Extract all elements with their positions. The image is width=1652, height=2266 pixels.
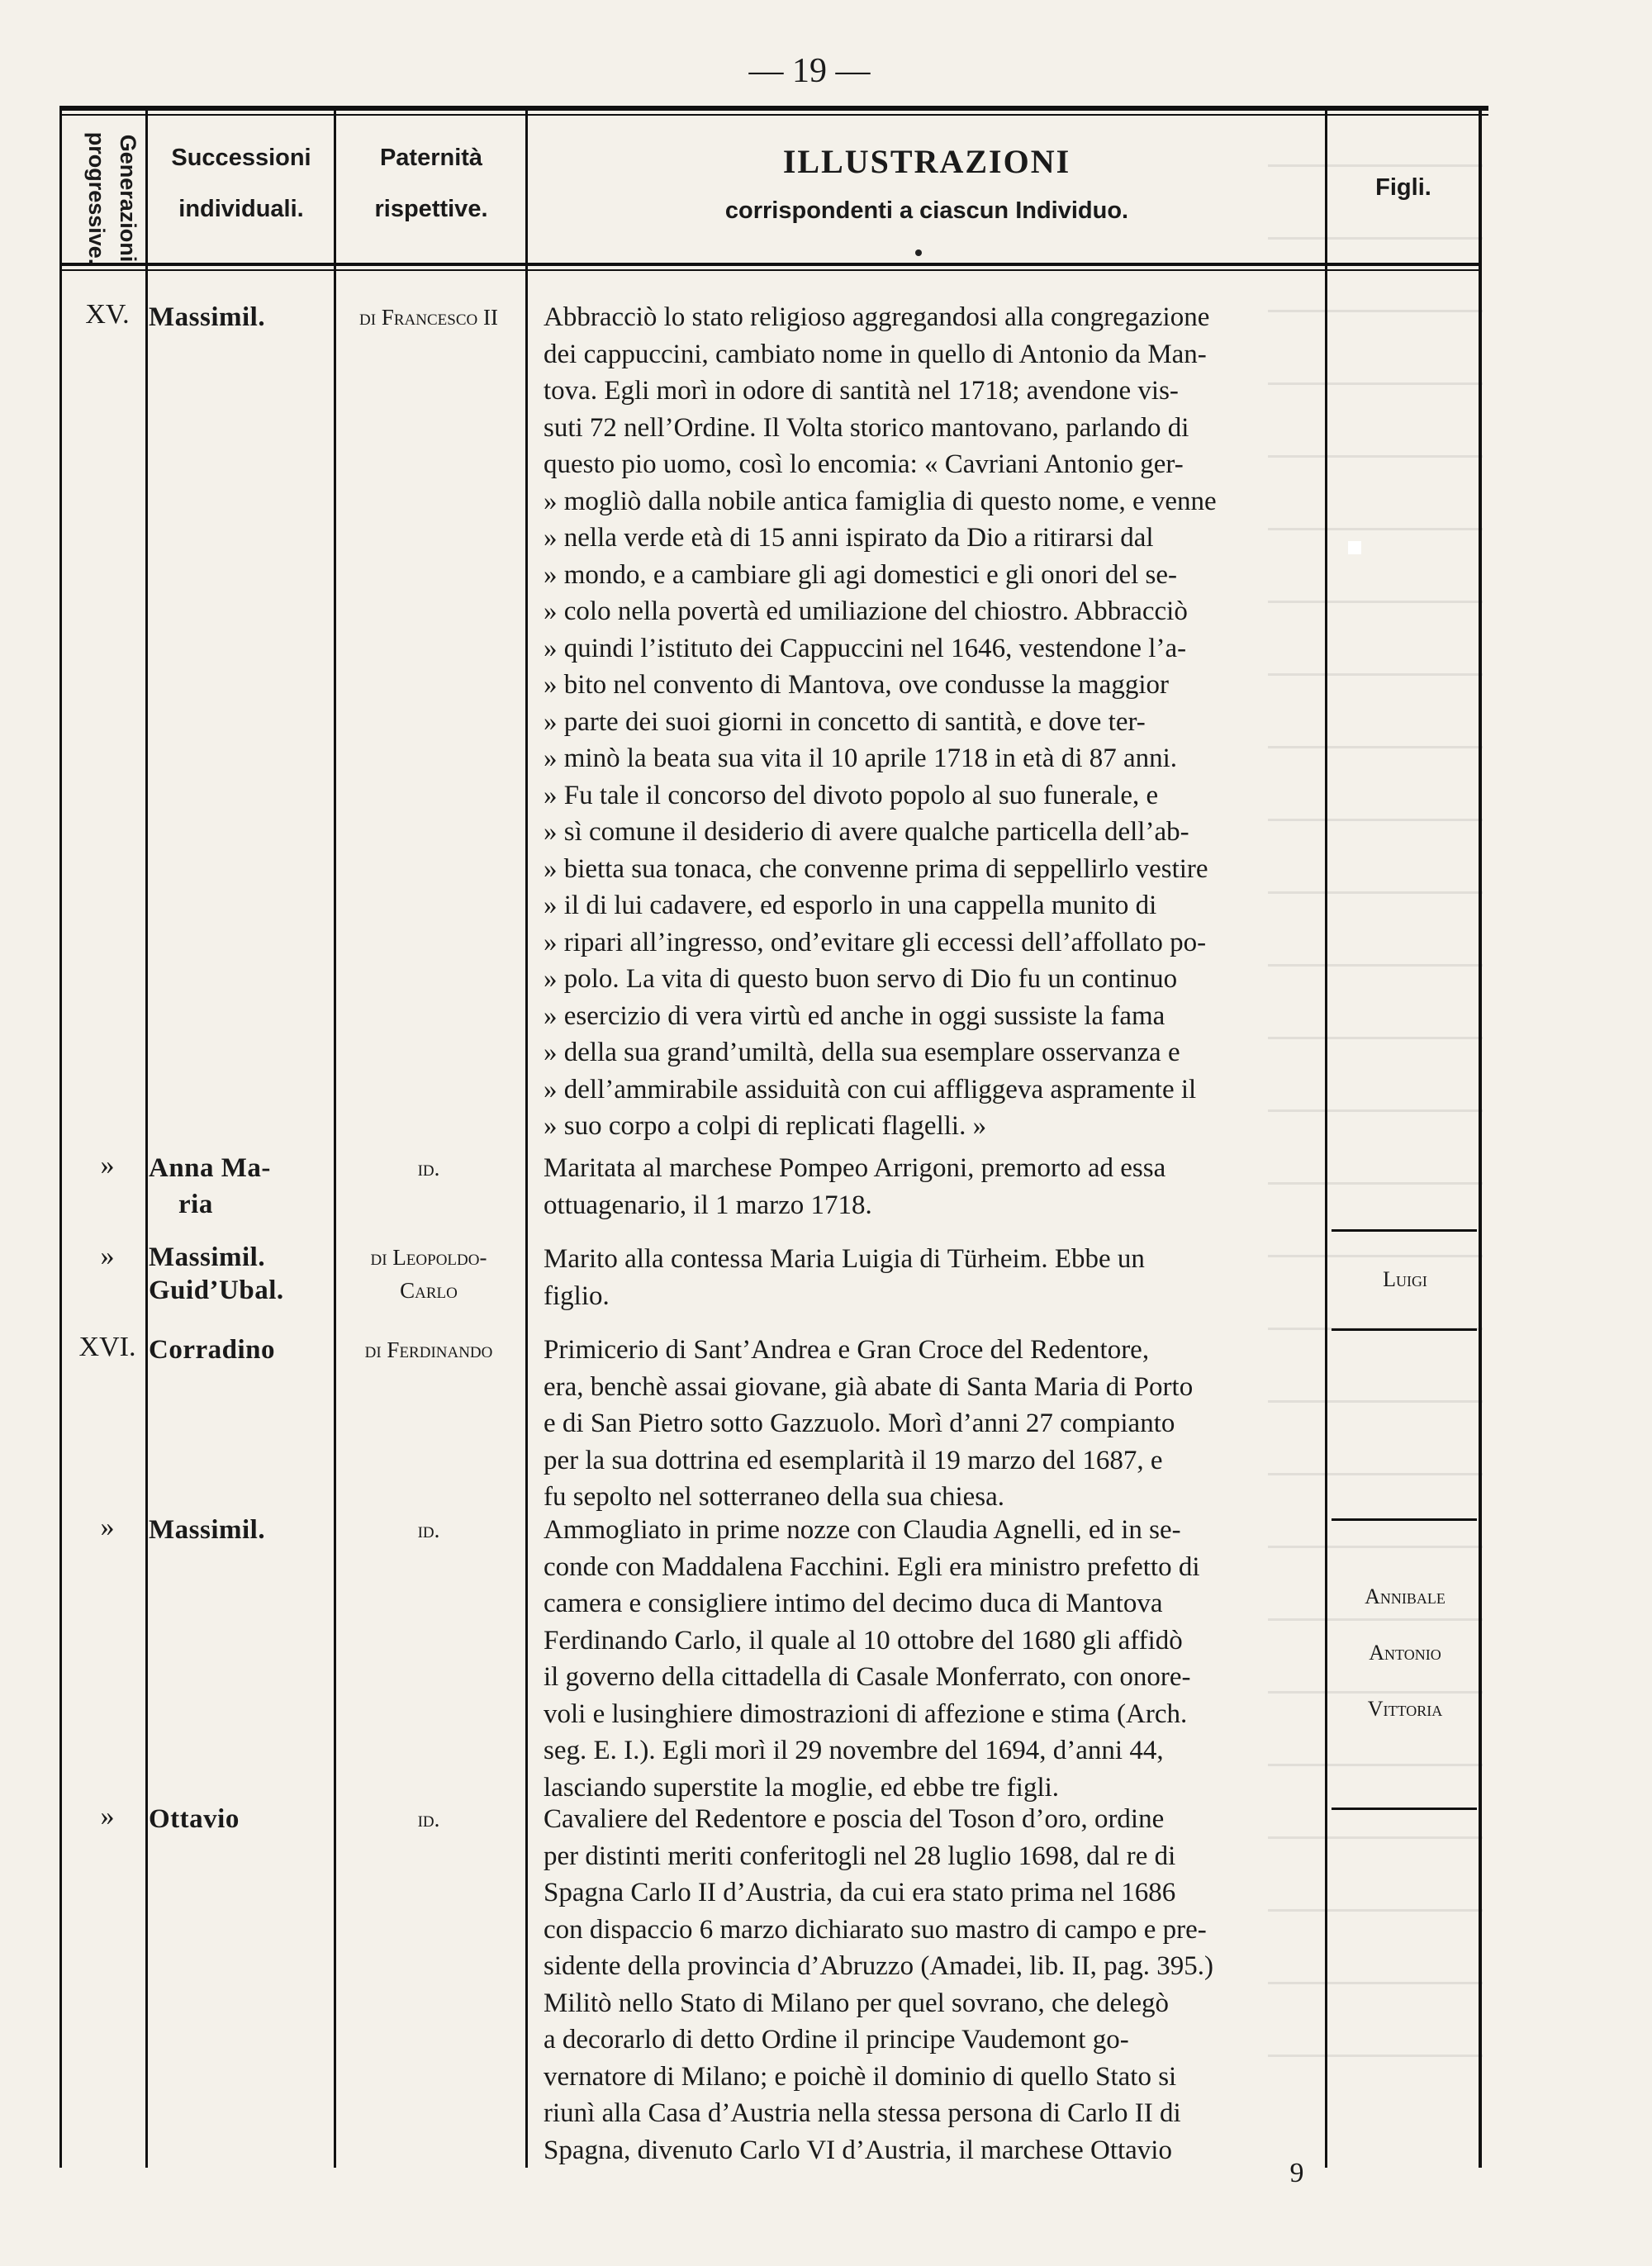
text-line: » nella verde età di 15 anni ispirato da Dio a ritirarsi dal xyxy=(544,523,1154,553)
text-line: Spagna Carlo II d’Austria, da cui era stato prima nel 1686 xyxy=(544,1878,1176,1907)
entry-paternity-line: di Ferdinando xyxy=(364,1337,493,1362)
text-line: » mogliò dalla nobile antica famiglia di questo nome, e venne xyxy=(544,486,1217,516)
col-line-5 xyxy=(1479,111,1482,2168)
entry-generation: » xyxy=(100,1512,115,1542)
entry-name-line: Guid’Ubal. xyxy=(149,1276,284,1305)
text-line: Abbracciò lo stato religioso aggregandosi alla congregazione xyxy=(544,302,1210,332)
figli-rule xyxy=(1332,1518,1477,1521)
entry-paternity-line: di Leopoldo- xyxy=(370,1245,487,1270)
header-illustrazioni xyxy=(529,139,1325,236)
text-line: Marito alla contessa Maria Luigia di Türheim. Ebbe un xyxy=(544,1244,1145,1274)
entry-name xyxy=(149,1241,339,1307)
entry-paternity-line: id. xyxy=(417,1807,440,1831)
figli-rule xyxy=(1332,1808,1477,1810)
entry-illustration xyxy=(544,1801,1308,2169)
col-line-1 xyxy=(145,111,148,2168)
text-line: per distinti meriti conferitogli nel 28 luglio 1698, dal re di xyxy=(544,1841,1176,1871)
header-figli: Figli. xyxy=(1375,174,1431,201)
text-line: a decorarlo di detto Ordine il principe Vaudemont go- xyxy=(544,2025,1129,2055)
col-line-3 xyxy=(525,111,528,2168)
entry-paternity-line: id. xyxy=(417,1156,440,1181)
entry-name-line: Massimil. xyxy=(149,1515,266,1545)
paper-speck xyxy=(1348,541,1361,554)
entry-generation: » xyxy=(100,1801,115,1831)
figlio-annibale: Annibale xyxy=(1365,1584,1446,1608)
text-line: vernatore di Milano; e poichè il dominio di quello Stato si xyxy=(544,2061,1177,2092)
entry-name xyxy=(149,1512,339,1548)
text-line: Spagna, divenuto Carlo VI d’Austria, il marchese Ottavio xyxy=(544,2135,1172,2165)
header-rule xyxy=(59,263,1479,266)
signature-mark: 9 xyxy=(1289,2158,1304,2188)
header-successioni xyxy=(149,132,334,235)
text-line: sidente della provincia d’Abruzzo (Amadei, lib. II, pag. 395.) xyxy=(544,1951,1213,1981)
text-line: » Fu tale il concorso del divoto popolo al suo funerale, e xyxy=(544,780,1159,810)
entry-paternity xyxy=(334,1150,524,1186)
text-line: camera e consigliere intimo del decimo duca di Mantova xyxy=(544,1589,1163,1618)
text-line: » sì comune il desiderio di avere qualche particella dell’ab- xyxy=(544,817,1189,847)
text-line: suti 72 nell’Ordine. Il Volta storico mantovano, parlando di xyxy=(544,412,1189,443)
text-line: » quindi l’istituto dei Cappuccini nel 1646, vestendone l’a- xyxy=(544,633,1187,663)
text-line: Militò nello Stato di Milano per quel sovrano, che delegò xyxy=(544,1988,1170,2018)
text-line: era, benchè assai giovane, già abate di Santa Maria di Porto xyxy=(544,1371,1194,1402)
text-line: con dispaccio 6 marzo dichiarato suo mastro di campo e pre- xyxy=(544,1914,1207,1945)
top-rule-thin xyxy=(59,114,1488,116)
figlio-antonio: Antonio xyxy=(1369,1641,1441,1665)
text-line: e di San Pietro sotto Gazzuolo. Morì d’anni 27 compianto xyxy=(544,1409,1175,1438)
entry-paternity-line: Carlo xyxy=(400,1278,458,1303)
text-line: Cavaliere del Redentore e poscia del Toson d’oro, ordine xyxy=(544,1804,1165,1834)
header-paternita xyxy=(337,132,525,235)
entry-illustration xyxy=(544,299,1308,1145)
entry-paternity-line: id. xyxy=(417,1518,440,1542)
text-line: questo pio uomo, così lo encomia: « Cavriani Antonio ger- xyxy=(544,449,1184,479)
text-line: Maritata al marchese Pompeo Arrigoni, premorto ad essa xyxy=(544,1153,1166,1183)
entry-illustration xyxy=(544,1150,1308,1223)
figli-rule xyxy=(1332,1328,1477,1331)
text-line: ottuagenario, il 1 marzo 1718. xyxy=(544,1190,872,1220)
header-paternita-line1: Paternità xyxy=(379,145,483,171)
entry-illustration xyxy=(544,1332,1308,1516)
entry-paternity xyxy=(334,299,524,335)
text-line: » dell’ammirabile assiduità con cui affliggeva aspramente il xyxy=(544,1074,1197,1104)
text-line: » parte dei suoi giorni in concetto di santità, e dove ter- xyxy=(544,706,1146,737)
text-line: per la sua dottrina ed esemplarità il 19 marzo del 1687, e xyxy=(544,1445,1163,1475)
text-line: conde con Maddalena Facchini. Egli era ministro prefetto di xyxy=(544,1551,1200,1582)
entry-name-line: Corradino xyxy=(149,1335,275,1365)
entry-name-line: Anna Ma- xyxy=(149,1153,271,1183)
text-line: » il di lui cadavere, ed esporlo in una cappella munito di xyxy=(544,891,1157,920)
text-line: » mondo, e a cambiare gli agi domestici e gli onori del se- xyxy=(544,559,1178,590)
figlio-vittoria: Vittoria xyxy=(1367,1697,1443,1721)
entry-name xyxy=(149,1801,339,1837)
ink-dot xyxy=(915,249,922,256)
col-line-2 xyxy=(334,111,336,2168)
col-line-0 xyxy=(59,111,62,2168)
text-line: riunì alla Casa d’Austria nella stessa persona di Carlo II di xyxy=(544,2098,1181,2128)
header-rule-thin xyxy=(59,269,1479,271)
entry-illustration xyxy=(544,1241,1308,1314)
header-illustrazioni-title: ILLUSTRAZIONI xyxy=(782,143,1071,180)
text-line: voli e lusinghiere dimostrazioni di affezione e stima (Arch. xyxy=(544,1698,1188,1729)
text-line: fu sepolto nel sotterraneo della sua chiesa. xyxy=(544,1482,1005,1512)
entry-name xyxy=(149,1150,339,1223)
entry-paternity xyxy=(334,1241,524,1307)
entry-name-line: Massimil. xyxy=(149,1242,266,1272)
entry-generation: XVI. xyxy=(78,1332,136,1362)
figlio-luigi: Luigi xyxy=(1383,1267,1427,1291)
entry-name xyxy=(149,299,339,335)
entry-paternity xyxy=(334,1801,524,1837)
header-illustrazioni-sub: corrispondenti a ciascun Individuo. xyxy=(724,197,1129,224)
entry-name-line: ria xyxy=(178,1190,213,1219)
text-line: tova. Egli morì in odore di santità nel 1718; avendone vis- xyxy=(544,376,1179,406)
text-line: dei cappuccini, cambiato nome in quello di Antonio da Man- xyxy=(544,339,1207,369)
text-line: » ripari all’ingresso, ond’evitare gli eccessi dell’affollato po- xyxy=(544,927,1207,957)
col-line-4 xyxy=(1325,111,1327,2168)
entry-generation: XV. xyxy=(85,299,130,330)
page-number: — 19 — xyxy=(748,52,871,90)
text-line: lasciando superstite la moglie, ed ebbe tre figli. xyxy=(544,1772,1060,1803)
text-line: » minò la beata sua vita il 10 aprile 1718 in età di 87 anni. xyxy=(544,743,1178,773)
text-line: » esercizio di vera virtù ed anche in oggi sussiste la fama xyxy=(544,1000,1165,1031)
text-line: » polo. La vita di questo buon servo di Dio fu un continuo xyxy=(544,964,1178,994)
entry-paternity-line: di Francesco II xyxy=(359,305,498,330)
text-line: il governo della cittadella di Casale Monferrato, con onore- xyxy=(544,1662,1191,1692)
entry-generation: » xyxy=(100,1241,115,1271)
text-line: Ammogliato in prime nozze con Claudia Agnelli, ed in se- xyxy=(544,1515,1181,1545)
header-generazioni: Generazioni progressive. xyxy=(84,131,140,265)
figli-rule xyxy=(1332,1229,1477,1232)
entry-name-line: Massimil. xyxy=(149,302,266,332)
text-line: » suo corpo a colpi di replicati flagelli. » xyxy=(544,1111,987,1141)
entry-paternity xyxy=(334,1332,524,1368)
entry-generation: » xyxy=(100,1150,115,1181)
entry-name xyxy=(149,1332,339,1368)
text-line: figlio. xyxy=(544,1280,610,1311)
text-line: seg. E. I.). Egli morì il 29 novembre del 1694, d’anni 44, xyxy=(544,1736,1164,1765)
text-line: Ferdinando Carlo, il quale al 10 ottobre del 1680 gli affidò xyxy=(544,1625,1183,1656)
top-rule xyxy=(59,106,1488,111)
header-successioni-line1: Successioni xyxy=(171,145,311,171)
entry-illustration xyxy=(544,1512,1308,1806)
entry-paternity xyxy=(334,1512,524,1548)
entry-name-line: Ottavio xyxy=(149,1804,240,1834)
text-line: » bietta sua tonaca, che convenne prima di seppellirlo vestire xyxy=(544,853,1208,884)
text-line: Primicerio di Sant’Andrea e Gran Croce del Redentore, xyxy=(544,1335,1150,1365)
text-line: » colo nella povertà ed umiliazione del chiostro. Abbracciò xyxy=(544,596,1188,626)
header-paternita-line2: rispettive. xyxy=(374,196,488,222)
header-successioni-line2: individuali. xyxy=(178,196,304,222)
text-line: » bito nel convento di Mantova, ove condusse la maggior xyxy=(544,670,1170,700)
text-line: » della sua grand’umiltà, della sua esemplare osservanza e xyxy=(544,1038,1180,1067)
